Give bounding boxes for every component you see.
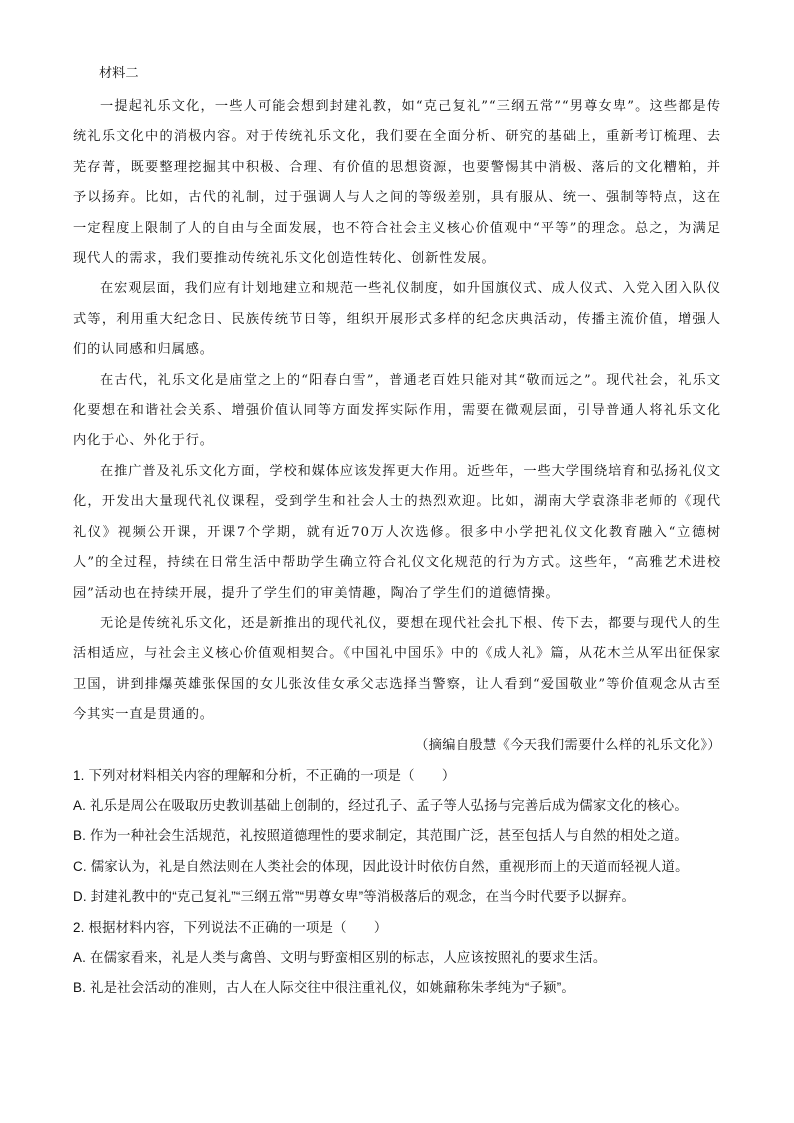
material-paragraph-2: 在宏观层面，我们应有计划地建立和规范一些礼仪制度，如升国旗仪式、成人仪式、入党入团入队仪式等，利用重大纪念日、民族传统节日等，组织开展形式多样的纪念庆典活动，传播主流价值，增强人们的认同感和归属感。 xyxy=(73,281,721,358)
material-label: 材料二 xyxy=(99,66,139,81)
material-paragraph-5: 无论是传统礼乐文化，还是新推出的现代礼仪，要想在现代社会扎下根、传下去，都要与现代人的生活相适应，与社会主义核心价值观相契合。《中国礼中国乐》中的《成人礼》篇，从花木兰从军出征保家卫国，讲到排爆英雄张保国的女儿张汝佳女承父志选择当警察，让人看到“爱国敬业”等价值观念从古至今其实一直是贯通的。 xyxy=(73,615,721,723)
question-1-option-a: A. 礼乐是周公在吸取历史教训基础上创制的，经过孔子、孟子等人弘扬与完善后成为儒家文化的核心。 xyxy=(73,797,688,813)
material-paragraph-4: 在推广普及礼乐文化方面，学校和媒体应该发挥更大作用。近些年，一些大学围绕培育和弘扬礼仪文化，开发出大量现代礼仪课程，受到学生和社会人士的热烈欢迎。比如，湖南大学袁涤非老师的《现代礼仪》视频公开课，开课7个学期，就有近70万人次选修。很多中小学把礼仪文化教育融入“立德树人”的全过程，持续在日常生活中帮助学生确立符合礼仪文化规范的行为方式。这些年，“高雅艺术进校园”活动也在持续开展，提升了学生们的审美情趣，陶冶了学生们的道德情操。 xyxy=(73,463,721,601)
question-2-option-a: A. 在儒家看来，礼是人类与禽兽、文明与野蛮相区别的标志，人应该按照礼的要求生活。 xyxy=(73,949,607,965)
document-page xyxy=(73,62,721,1004)
question-1-option-b: B. 作为一种社会生活规范，礼按照道德理性的要求制定，其范围广泛，甚至包括人与自然的相处之道。 xyxy=(73,828,688,844)
question-1-stem: 1. 下列对材料相关内容的理解和分析，不正确的一项是（ ） xyxy=(73,767,456,783)
question-2-stem: 2. 根据材料内容，下列说法不正确的一项是（ ） xyxy=(73,919,388,935)
question-1-option-c: C. 儒家认为，礼是自然法则在人类社会的体现，因此设计时依仿自然，重视形而上的天道而轻视人道。 xyxy=(73,858,689,874)
material-paragraph-3: 在古代，礼乐文化是庙堂之上的“阳春白雪”，普通老百姓只能对其“敬而远之”。现代社会，礼乐文化要想在和谐社会关系、增强价值认同等方面发挥实际作用，需要在微观层面，引导普通人将礼乐文化内化于心、外化于行。 xyxy=(73,372,721,449)
material-source: （摘编自殷慧《今天我们需要什么样的礼乐文化》） xyxy=(415,737,721,753)
question-2-option-b: B. 礼是社会活动的准则，古人在人际交往中很注重礼仪，如姚鼐称朱孝纯为“子颍”。 xyxy=(73,980,575,996)
material-paragraph-1: 一提起礼乐文化，一些人可能会想到封建礼教，如“克己复礼”“三纲五常”“男尊女卑”。这些都是传统礼乐文化中的消极内容。对于传统礼乐文化，我们要在全面分析、研究的基础上，重新考订梳理、去芜存菁，既要整理挖掘其中积极、合理、有价值的思想资源，也要警惕其中消极、落后的文化糟粕，并予以扬弃。比如，古代的礼制，过于强调人与人之间的等级差别，具有服从、统一、强制等特点，这在一定程度上限制了人的自由与全面发展，也不符合社会主义核心价值观中“平等”的理念。总之，为满足现代人的需求，我们要推动传统礼乐文化创造性转化、创新性发展。 xyxy=(73,99,721,267)
question-1-option-d: D. 封建礼教中的“克己复礼”“三纲五常”“男尊女卑”等消极落后的观念，在当今时代要予以摒弃。 xyxy=(73,889,636,905)
